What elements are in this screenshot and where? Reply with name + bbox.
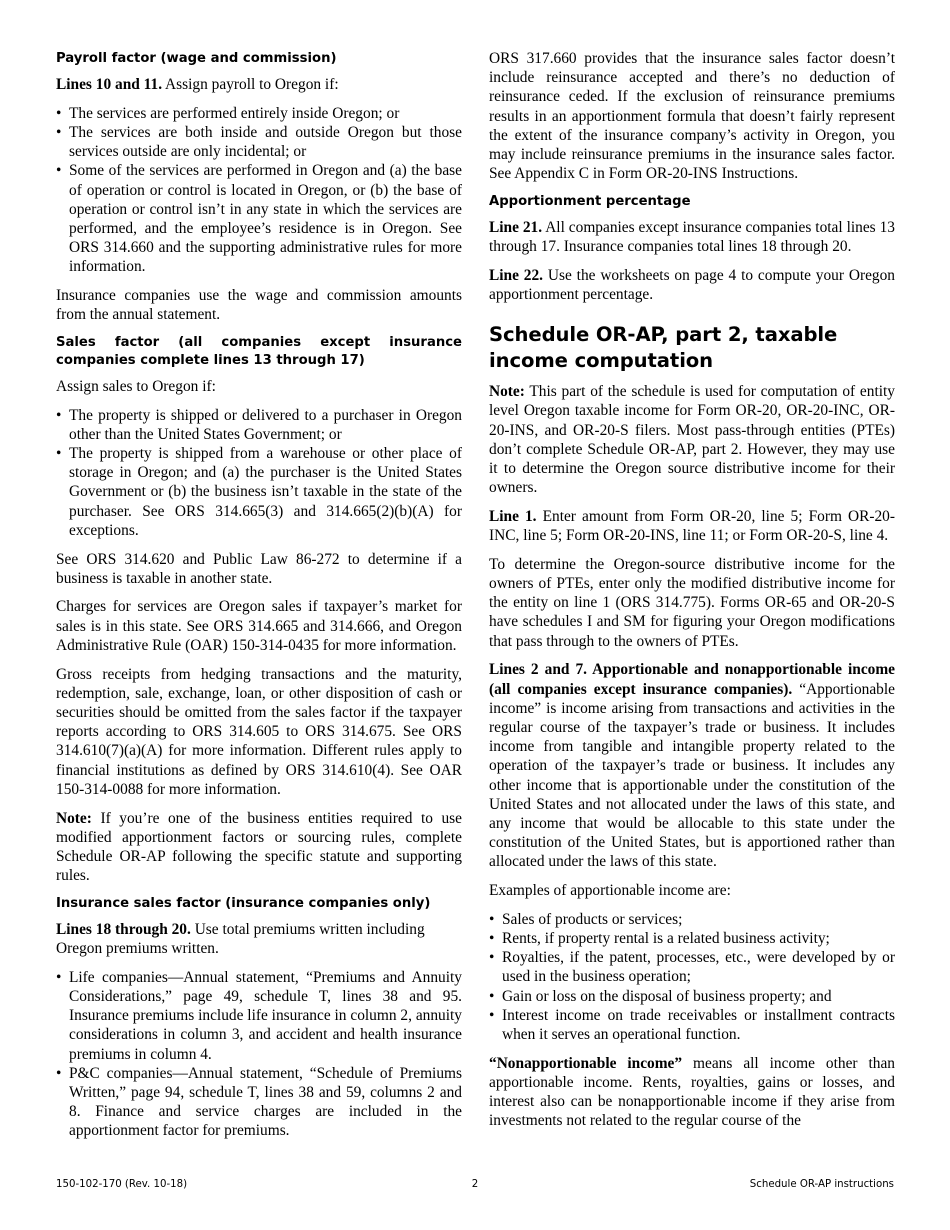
sales-factor-heading: Sales factor (all companies except insurance companies complete lines 13 through 17) [56, 334, 462, 368]
right-column [489, 49, 895, 1140]
note-text: If you’re one of the business entities required to use modified apportionment factors or sourcing rules, complete Schedule OR-AP following the specific statute and supporting rules. [56, 809, 462, 885]
line-21-label: Line 21. [489, 218, 543, 236]
line-22-paragraph [489, 266, 895, 304]
list-item: • Royalties, if the patent, processes, etc., were developed by or used in the business operation; [489, 948, 895, 986]
footer-page-number: 2 [471, 1179, 479, 1190]
examples-bullet-list [489, 910, 895, 1044]
apportionment-percentage-heading: Apportionment percentage [489, 193, 691, 209]
list-item: • Interest income on trade receivables or installment contracts when it serves an operational function. [489, 1006, 895, 1044]
nonapportionable-text: means all income other than apportionable income. Rents, royalties, gains or losses, and interest also can be nonapportionable income if they arise from investments not related to the regular course of the [489, 1054, 895, 1130]
payroll-factor-heading: Payroll factor (wage and commission) [56, 51, 337, 66]
part2-note-text: This part of the schedule is used for computation of entity level Oregon taxable income for Form OR-20, OR-20-INC, OR-20-INS, and OR-20-S filers. Most pass-through entities (PTEs) don’t complete Schedule OR-AP, part 2. However, they may use it to determine the Oregon source distributive income for their owners. [489, 383, 895, 497]
charges-paragraph: Charges for services are Oregon sales if taxpayer’s market for sales is in this state. See ORS 314.665 and 314.666, and Oregon Administrative Rule (OAR) 150-314-0435 for more information. [56, 598, 462, 654]
lines-2-7-text: “Apportionable income” is income arising from transactions and activities in the regular course of the taxpayer’s trade or business. It includes income from tangible and intangible property related to the operation of the taxpayer’s trade or business. It includes any other income that is apportionable under the constitution of the United States and not allocated under the laws of this state, and any income that would be allocable to this state under the constitution of the United States, but is apportioned rather than allocated under the laws of this state. [489, 680, 895, 871]
list-item: • The services are both inside and outside Oregon but those services outside are only incidental; or [56, 123, 462, 161]
list-item: • Some of the services are performed in Oregon and (a) the base of operation or control is located in Oregon, or (b) the base of operation or control isn’t in any state in which the services are performed, and the employee’s residence is in Oregon. See ORS 314.660 and the supporting administrative rules for more information. [56, 161, 462, 276]
line-22-text: Use the worksheets on page 4 to compute your Oregon apportionment percentage. [489, 266, 895, 304]
line-21-paragraph [489, 218, 895, 256]
ors-317-660-paragraph: ORS 317.660 provides that the insurance sales factor doesn’t include reinsurance accepted and there’s no deduction of reinsurance ceded. If the exclusion of reinsurance premiums results in an apportionment formula that doesn’t fairly represent the extent of the insurance company’s activity in Oregon, you may include reinsurance premiums in the insurance sales factor. See Appendix C in Form OR-20-INS Instructions. [489, 50, 895, 183]
lines-18-20-label: Lines 18 through 20. [56, 920, 191, 938]
list-item: • The property is shipped or delivered to a purchaser in Oregon other than the United States Government; or [56, 406, 462, 444]
line-22-label: Line 22. [489, 266, 544, 284]
gross-receipts-paragraph: Gross receipts from hedging transactions and the maturity, redemption, sale, exchange, loan, or other disposition of cash or securities should be omitted from the sales factor if the taxpayer reports according to ORS 314.605 to ORS 314.675. See ORS 314.610(7)(a)(A) for more information. Different rules apply to financial institutions as defined by ORS 314.610(4). See OAR 150-314-0088 for more information. [56, 665, 462, 798]
line-1-text: Enter amount from Form OR-20, line 5; Form OR-20-INC, line 5; Form OR-20-INS, line 11; or Form OR-20-S, line 4. [489, 507, 896, 545]
left-column [56, 50, 462, 1150]
insurance-sales-factor-heading: Insurance sales factor (insurance companies only) [56, 895, 431, 911]
list-item: • Life companies—Annual statement, “Premiums and Annuity Considerations,” page 49, schedule T, lines 38 and 95. Insurance premiums include life insurance in column 2, annuity considerations in column 3, and accident and health insurance premiums in column 4. [56, 968, 462, 1064]
lines-18-20-paragraph [56, 920, 462, 958]
examples-paragraph: Examples of apportionable income are: [489, 882, 731, 900]
oregon-source-paragraph: To determine the Oregon-source distributive income for the owners of PTEs, enter only the modified distributive income for the entity on line 1 (ORS 314.775). Forms OR-65 and OR-20-S have schedules I and SM for figuring your Oregon modifications that pass through to the owners of PTEs. [489, 555, 895, 650]
line-1-paragraph [489, 507, 895, 545]
lines-10-11-paragraph [56, 75, 462, 94]
list-item: • Rents, if property rental is a related business activity; [489, 929, 895, 948]
line-1-label: Line 1. [489, 507, 537, 525]
sales-bullet-list [56, 406, 462, 540]
insurance-wage-paragraph: Insurance companies use the wage and commission amounts from the annual statement. [56, 287, 462, 324]
lines-18-20-text: Use total premiums written including Oregon premiums written. [56, 920, 425, 958]
part2-note-label: Note: [489, 383, 525, 401]
note-paragraph [56, 809, 462, 886]
nonapportionable-label: “Nonapportionable income” [489, 1054, 683, 1072]
list-item: • The property is shipped from a warehouse or other place of storage in Oregon; and (a) the purchaser is the United States Government or (b) the business isn’t taxable in the state of the purchaser. See ORS 314.665(3) and 314.665(2)(b)(A) for exceptions. [56, 444, 462, 540]
part2-note-paragraph [489, 382, 895, 497]
list-item: • Sales of products or services; [489, 910, 895, 929]
footer-doc-title: Schedule OR-AP instructions [749, 1179, 894, 1190]
list-item: • The services are performed entirely inside Oregon; or [56, 104, 462, 123]
insurance-bullet-list [56, 968, 462, 1141]
lines-2-7-paragraph [489, 660, 895, 871]
part2-section-title: Schedule OR-AP, part 2, taxable income computation [489, 323, 838, 373]
footer-form-number: 150-102-170 (Rev. 10-18) [56, 1179, 188, 1190]
line-21-text: All companies except insurance companies total lines 13 through 17. Insurance companies total lines 18 through 20. [489, 218, 895, 256]
payroll-bullet-list [56, 104, 462, 277]
lines-2-7-label: Lines 2 and 7. Apportionable and nonapportionable income (all companies except insurance companies). [489, 661, 895, 698]
ors-314-620-paragraph: See ORS 314.620 and Public Law 86-272 to determine if a business is taxable in another state. [56, 550, 462, 587]
lines-10-11-text: Assign payroll to Oregon if: [162, 76, 339, 93]
assign-sales-paragraph: Assign sales to Oregon if: [56, 377, 216, 395]
lines-10-11-label: Lines 10 and 11. [56, 76, 163, 93]
list-item: • Gain or loss on the disposal of business property; and [489, 987, 895, 1006]
note-label: Note: [56, 809, 92, 827]
list-item: • P&C companies—Annual statement, “Schedule of Premiums Written,” page 94, schedule T, lines 38 and 59, columns 2 and 8. Finance and service charges are included in the apportionment factor for premiums. [56, 1064, 462, 1141]
nonapportionable-paragraph [489, 1054, 895, 1131]
